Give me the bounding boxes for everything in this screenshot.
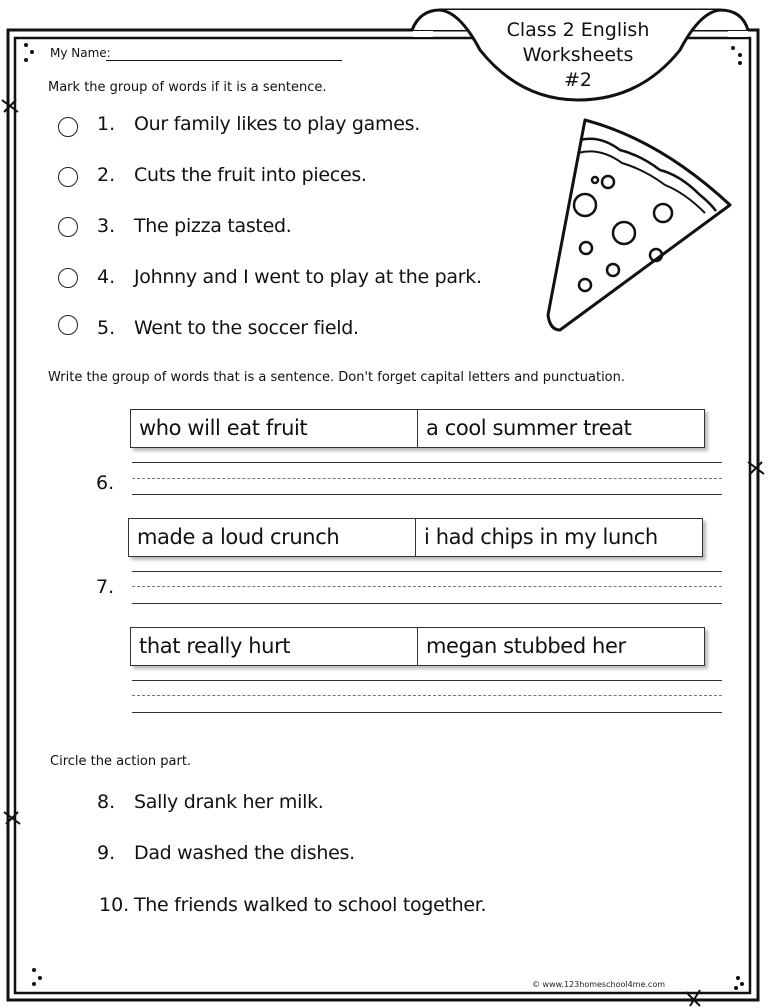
writing-line[interactable] bbox=[132, 712, 722, 713]
item-number: 9. bbox=[97, 842, 116, 864]
item-text: The pizza tasted. bbox=[134, 215, 292, 237]
writing-line[interactable] bbox=[132, 680, 722, 681]
item-text: Went to the soccer field. bbox=[134, 317, 359, 339]
title-line-1: Class 2 English bbox=[506, 19, 650, 41]
writing-midline bbox=[132, 695, 722, 696]
item-number: 8. bbox=[97, 791, 116, 813]
item-text[interactable]: The friends walked to school together. bbox=[134, 894, 487, 916]
section2-instruction: Write the group of words that is a sentence. Don't forget capital letters and punctuation. bbox=[48, 370, 626, 385]
title-line-3: #2 bbox=[563, 69, 592, 91]
item-number: 4. bbox=[97, 266, 116, 288]
choice-right: a cool summer treat bbox=[426, 416, 632, 440]
worksheet-title bbox=[480, 18, 676, 93]
item-number: 2. bbox=[97, 164, 116, 186]
radio-1[interactable] bbox=[58, 117, 78, 137]
item-number: 1. bbox=[97, 113, 116, 135]
title-line-2: Worksheets bbox=[522, 44, 634, 66]
radio-2[interactable] bbox=[58, 167, 78, 187]
choice-right: megan stubbed her bbox=[426, 634, 626, 658]
item-number: 10. bbox=[99, 894, 130, 916]
choice-left: made a loud crunch bbox=[129, 519, 416, 556]
item-text[interactable]: Dad washed the dishes. bbox=[134, 842, 355, 864]
writing-line[interactable] bbox=[132, 494, 722, 495]
choice-right: i had chips in my lunch bbox=[424, 525, 658, 549]
writing-line[interactable] bbox=[132, 603, 722, 604]
sentence-choice-box-7 bbox=[128, 518, 703, 557]
pizza-slice-icon bbox=[540, 115, 740, 340]
radio-3[interactable] bbox=[58, 217, 78, 237]
radio-4[interactable] bbox=[58, 268, 78, 288]
writing-line[interactable] bbox=[132, 571, 722, 572]
sentence-choice-box-8 bbox=[130, 627, 705, 666]
section1-instruction: Mark the group of words if it is a sentence. bbox=[48, 80, 327, 95]
choice-left: that really hurt bbox=[131, 628, 418, 665]
sentence-choice-box-6 bbox=[130, 409, 705, 448]
name-input-line[interactable] bbox=[106, 60, 342, 61]
radio-5[interactable] bbox=[58, 315, 78, 335]
item-text: Cuts the fruit into pieces. bbox=[134, 164, 367, 186]
item-text[interactable]: Sally drank her milk. bbox=[134, 791, 324, 813]
item-number: 6. bbox=[96, 472, 115, 494]
choice-left: who will eat fruit bbox=[131, 410, 418, 447]
writing-line[interactable] bbox=[132, 462, 722, 463]
item-text: Our family likes to play games. bbox=[134, 113, 420, 135]
writing-midline bbox=[132, 586, 722, 587]
name-label: My Name: bbox=[50, 46, 111, 60]
item-number: 3. bbox=[97, 215, 116, 237]
item-number: 7. bbox=[96, 576, 115, 598]
writing-midline bbox=[132, 478, 722, 479]
copyright-footer: © www.123homeschool4me.com bbox=[532, 980, 666, 989]
item-number: 5. bbox=[97, 317, 116, 339]
item-text: Johnny and I went to play at the park. bbox=[134, 266, 482, 288]
section3-instruction: Circle the action part. bbox=[50, 754, 192, 769]
